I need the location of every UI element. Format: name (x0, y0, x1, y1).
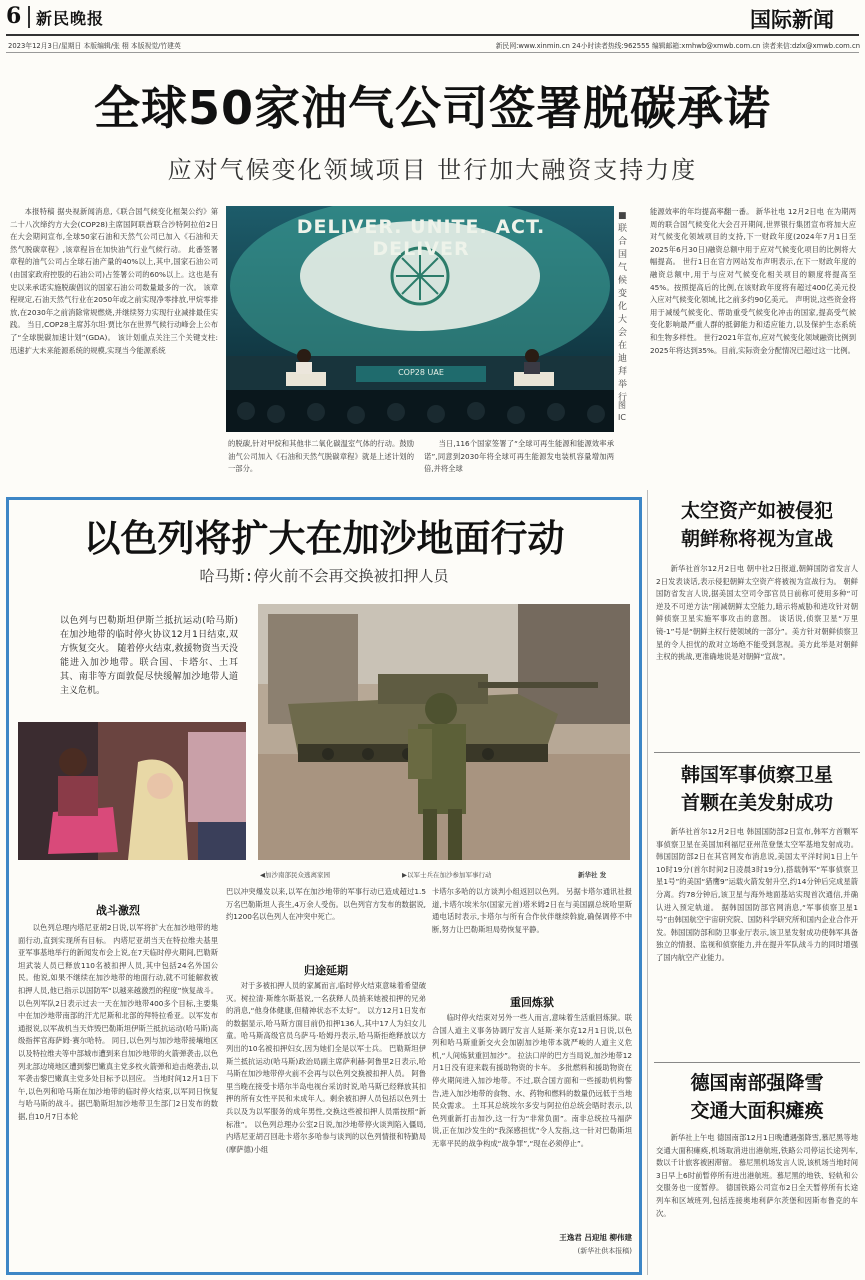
side1-headline-1: 太空资产如被侵犯 (680, 500, 833, 522)
gaza-intro-text: 以色列与巴勒斯坦伊斯兰抵抗运动(哈马斯)在加沙地带的临时停火协议12月1日结束,双方恢复交火。 随着停火结束,救援物资当天没能进入加沙地带。联合国、卡塔尔、土耳其、南非等方面敦促尽快缓解加沙地带人道主义危机。 (60, 616, 238, 696)
side3-body-text: 新华社上午电 德国南部12月1日晚遭遇强降雪,慕尼黑等地交通大面积瘫痪,机场取消进出港航班,铁路公司停运长途列车,数以千计旅客被困滞留。 慕尼黑机场发言人说,该机场当地时间3日早上6时前暂停所有进出港航班。慕尼黑的地铁、轻轨和公交服务也一度暂停。 德国铁路公司宣布2日全天暂停所有长途列车和区域班列,包括连接奥地利萨尔茨堡和因斯布鲁克的车次。 (656, 1133, 858, 1218)
photo-banner-text: DELIVER. UNITE. ACT. DELIVER (296, 216, 546, 260)
gaza-col3 (432, 886, 632, 976)
masthead-rule (6, 34, 859, 36)
gaza-section3-title: 重回炼狱 (510, 996, 554, 1009)
masthead-meta-left: 2023年12月3日/星期日 本版编辑/张 栩 本版视觉/竹建英 (8, 42, 181, 50)
masthead-rule-thin (6, 52, 859, 53)
soldier-tank-photo (258, 604, 630, 860)
side3-body (656, 1132, 858, 1274)
lead-col1 (10, 206, 218, 482)
gaza-caption-right: ▶以军士兵在加沙参加军事行动 (402, 871, 492, 879)
side1-body (656, 563, 858, 749)
gaza-source: (新华社供本报稿) (577, 1247, 632, 1255)
gaza-subhead: 哈马斯:停火前不会再交换被扣押人员 (199, 567, 449, 585)
section-title: 国际新闻 (750, 8, 834, 32)
lead-col2 (228, 438, 414, 484)
side1-body-text: 新华社首尔12月2日电 朝中社2日报道,朝鲜国防省发言人2日发表谈话,表示侵犯朝鲜太空资产将被视为宣战行为。 朝鲜国防省发言人说,据美国太空司令部官员日前称可使用多种“可逆及不可逆方法”削减朝鲜太空能力,暗示将威胁和进攻针对朝鲜侦察卫星实施军事攻击的意图。 谈话说,侦察卫星“万里镜-1”号是“朝鲜主权行使领域的一部分”。美方针对朝鲜侦察卫星的令人担忧的敌对立场绝不能受到忽视。美方此举是对朝鲜主权的挑战,更准确地说是对朝鲜“宣战”。 (656, 564, 858, 662)
gaza-col2b-text: 对于多被扣押人员的家属而言,临时停火结束意味着希望破灭。树拉清·斯维尔斯基说,一名获释人员捎来她被扣押的兄弟的消息,“他身体健康,但精神状态不太好”。 以方12月1日发布的数据显示,哈马斯方面目前仍扣押136人,其中17人为妇女儿童。哈马斯高级官员乌萨马·哈姆丹表示,哈马斯拒绝释放以方列出的10名被扣押妇女,因为她们全是以军士兵。 巴勒斯坦伊斯兰抵抗运动(哈马斯)政治局副主席萨利赫·阿鲁里2日表示,哈马斯在加沙地带停火前不会再与以色列交换被扣押人员。 阿鲁里当晚在接受卡塔尔半岛电视台采访时说,哈马斯已经释放其扣押的所有女性平民和未成年人。剩余被扣押人员包括以色列士兵以及为以军服务的成年男性,交换这些被扣押人员需按照“新标准”。 以色列总理办公室2日说,加沙地带停火谈判陷入僵局,内塔尼亚胡召回赴卡塔尔多哈参与谈判的以色列情报和特勤局(摩萨德)小组 (226, 981, 426, 1154)
side-rule-2 (654, 1062, 860, 1063)
gaza-headline: 以色列将扩大在加沙地面行动 (83, 517, 565, 560)
gaza-caption-credit: 新华社 发 (578, 871, 607, 879)
side2-body-text: 新华社首尔12月2日电 韩国国防部2日宣布,韩军方首颗军事侦察卫星在美国加利福尼亚州范登堡太空军基地发射成功。 韩国国防部2日在其官网发布消息说,美国太平洋时间1日上午10时19分(首尔时间2日凌晨3时19分),搭载韩军“军事侦察卫星1号”的美国“猎鹰9”运载火箭发射升空,约14分钟后完成星箭分离。约78分钟后,该卫星与海外地面基站实现首次通信,并确认进入预定轨道。 据韩国国防部官网消息,“军事侦察卫星1号”由韩国航空宇宙研究院、国防科学研究所和国内企业合作开发。韩国国防部和防卫事业厅表示,该卫星发射成功使韩军具备独立的情报、监视和侦察能力,并在提升军队战斗力的同时增强了国内航空产业能力。 (656, 827, 858, 962)
gaza-col1-text: 以色列总理内塔尼亚胡2日说,以军将扩大在加沙地带的地面行动,直到实现所有目标。 内塔尼亚胡当天在特拉维夫基里亚军事基地举行的新闻发布会上说,在7天临时停火期间,巴勒斯坦武装人员已释放110名被扣押人员,其中包括24名外国公民。他说,如果不继续在加沙地带的地面行动,就不可能解救被扣押人员,他已指示以国防军“以越来越激烈的程度”恢复战斗。 以色列军队2日表示过去一天在加沙地带400多个目标,主要集中在加沙地带南部的汗尤尼斯和北部的拜特拉希亚。以军发布通报说,以军战机当天炸毁巴勒斯坦伊斯兰抵抗运动(哈马斯)高级指挥官海萨姆·赛尔哈特。 同日,以色列与加沙地带接壤地区以及特拉维夫等中部城市遭到来自加沙地带的火箭弹袭击,以色列北部边境地区遭到黎巴嫩真主党多枚火箭弹和迫击炮袭击,以军袭击黎巴嫩真主党多处目标予以回应。 当地时间12月1日下午,以色列和哈马斯在加沙地带的临时停火结束,以军同日恢复与哈马斯的战斗。据巴勒斯坦加沙地带卫生部门2日发布的数据,自10月7日本轮 (18, 923, 218, 1121)
gaza-intro (60, 614, 238, 720)
paper-name-logo: 新民晚报 (36, 9, 105, 28)
cop28-caption: ■ 联合国气候变化大会在迪拜举行 (618, 211, 628, 403)
cop28-photo (226, 206, 614, 432)
side-column-divider (647, 490, 648, 1275)
gaza-byline: 王逸君 吕迎旭 柳伟建 (559, 1233, 632, 1242)
side3-headline-1: 德国南部强降雪 (690, 1072, 824, 1094)
lead-col2-text: 的脱碳,针对甲烷和其他非二氧化碳温室气体的行动。鼓励油气公司加入《石油和天然气脱碳章程》就是上述计划的一部分。 (228, 439, 414, 474)
cop28-credit: 图 IC (618, 401, 626, 422)
gaza-col3b (432, 1012, 632, 1230)
gaza-col3-text: 卡塔尔多哈的以方谈判小组返回以色列。 另据卡塔尔通讯社报道,卡塔尔埃米尔(国家元首)塔米姆2日在与美国副总统哈里斯通电话时表示,卡塔尔与所有合作伙伴继续斡旋,确保调停不中断,努力让巴勒斯坦局势恢复平静。 (432, 887, 632, 934)
gaza-section2-title: 归途延期 (304, 964, 348, 977)
gaza-col3b-text: 临时停火结束对另外一些人而言,意味着生活重回炼狱。联合国人道主义事务协调厅发言人延斯·莱尔克12月1日说,以色列和哈马斯重新交火会加剧加沙地带本就严峻的人道主义危机,“人间炼狱重回加沙”。 拉法口岸的巴方当局说,加沙地带12月1日没有迎来载有援助物资的卡车。 多批燃料和援助物资在停火期间进入加沙地带。不过,联合国方面和一些援助机构警告,进入加沙地带的食物、水、药物和燃料的数量仍远低于当地民众需求。 土耳其总统埃尔多安与阿拉伯总统会晤时表示,以色列重新打击加沙,这一行为“非常负面”。南非总统拉马福萨说,正在加沙发生的“我深感担忧”令人发指,这一针对巴勒斯坦无辜平民的战争构成“战争罪”,“现在必须停止”。 (432, 1013, 632, 1148)
refugees-photo (18, 722, 246, 860)
lead-col3-text: 当日,116个国家签署了“全球可再生能源和能源效率承诺”,同意到2030年将全球可再生能源发电装机容量增加两倍,并将全球 (424, 439, 614, 474)
side3-headline-2: 交通大面积瘫痪 (690, 1100, 824, 1122)
lead-headline: 全球50家油气公司签署脱碳承诺 (93, 81, 771, 135)
page-number: 6 (6, 3, 22, 29)
side-rule-1 (654, 752, 860, 753)
gaza-col2b (226, 980, 426, 1267)
lead-subhead: 应对气候变化领域项目 世行加大融资支持力度 (167, 156, 698, 184)
lead-col4 (650, 206, 856, 484)
side2-headline-2: 首颗在美发射成功 (680, 792, 833, 814)
gaza-col1 (18, 922, 218, 1267)
gaza-col2-text: 巴以冲突爆发以来,以军在加沙地带的军事行动已造成超过1.5万名巴勒斯坦人丧生,4万余人受伤。以色列官方发布的数据说,约1200名以色列人在冲突中死亡。 (226, 887, 426, 922)
gaza-caption-left: ◀加沙南部民众逃离家园 (260, 871, 330, 879)
gaza-section1-title: 战斗激烈 (96, 904, 140, 917)
lead-col1-text: 本报特稿 据央视新闻消息,《联合国气候变化框架公约》第二十八次缔约方大会(COP28)主席国阿联酋联合沙特阿拉伯2日在大会期间宣布,全球50家石油和天然气公司已加入《石油和天然气脱碳章程》,该章程旨在加快油气行业气候行动。 此番签署章程的油气公司占全球石油产量的40%以上,其中,国家石油公司(由国家政府控股的石油公司)占签署公司的60%以上。这也是有史以来承诺实施脱碳倡议的国家石油公司数量最多的一次。 该章程规定,石油天然气行业在2050年或之前实现净零排放,甲烷零排放,在2030年之前消除常规燃烧,并继续努力实现行业减排最佳实践。 当日,COP28主席苏尔坦·贾比尔在世界气候行动峰会上公布了“全球脱碳加速计划”(GDA)。 该计划重点关注三个关键支柱:迅速扩大未来能源系统的规模,实现当今能源系统 (10, 207, 218, 355)
side2-headline-1: 韩国军事侦察卫星 (680, 764, 833, 786)
side1-headline-2: 朝鲜称将视为宣战 (680, 528, 833, 550)
side2-body (656, 826, 858, 1060)
masthead-divider (28, 6, 30, 28)
masthead-meta-right: 新民网:www.xinmin.cn 24小时读者热线:962555 编辑邮箱:xmhwb@xmwb.com.cn 读者来信:dzlx@xmwb.com.cn (495, 42, 860, 50)
photo-screen-text: COP28 UAE (398, 368, 444, 377)
lead-col4-text: 能源效率的年均提高率翻一番。 新华社电 12月2日电 在为期两周的联合国气候变化大会召开期间,世界银行集团宣布将加大应对气候变化领域项目的支持,下一财政年度(2024年7月1日至2025年6月30日)融资总额中用于应对气候变化项目的比例将大幅提高。 世行1日在官方网站发布声明表示,在下一财政年度的融资总额中,用于与应对气候变化相关项目的额度将提高至45%。按照提高后的比例,在该财政年度将有超过400亿美元投入应对气候变化领域,比之前多约90亿美元。 声明说,这些资金将用于减缓气候变化、帮助重受气候变化冲击的国家,提高受气候变化影响最严重人群的抵御能力和适应能力,以及保护生态系统和生物多样性。 世行2021年宣布,应对气候变化领域融资比例到2025年将达到35%。目前,实际资金分配情况已超过这一比例。 (650, 207, 856, 355)
gaza-col2 (226, 886, 426, 926)
lead-col3 (424, 438, 614, 484)
